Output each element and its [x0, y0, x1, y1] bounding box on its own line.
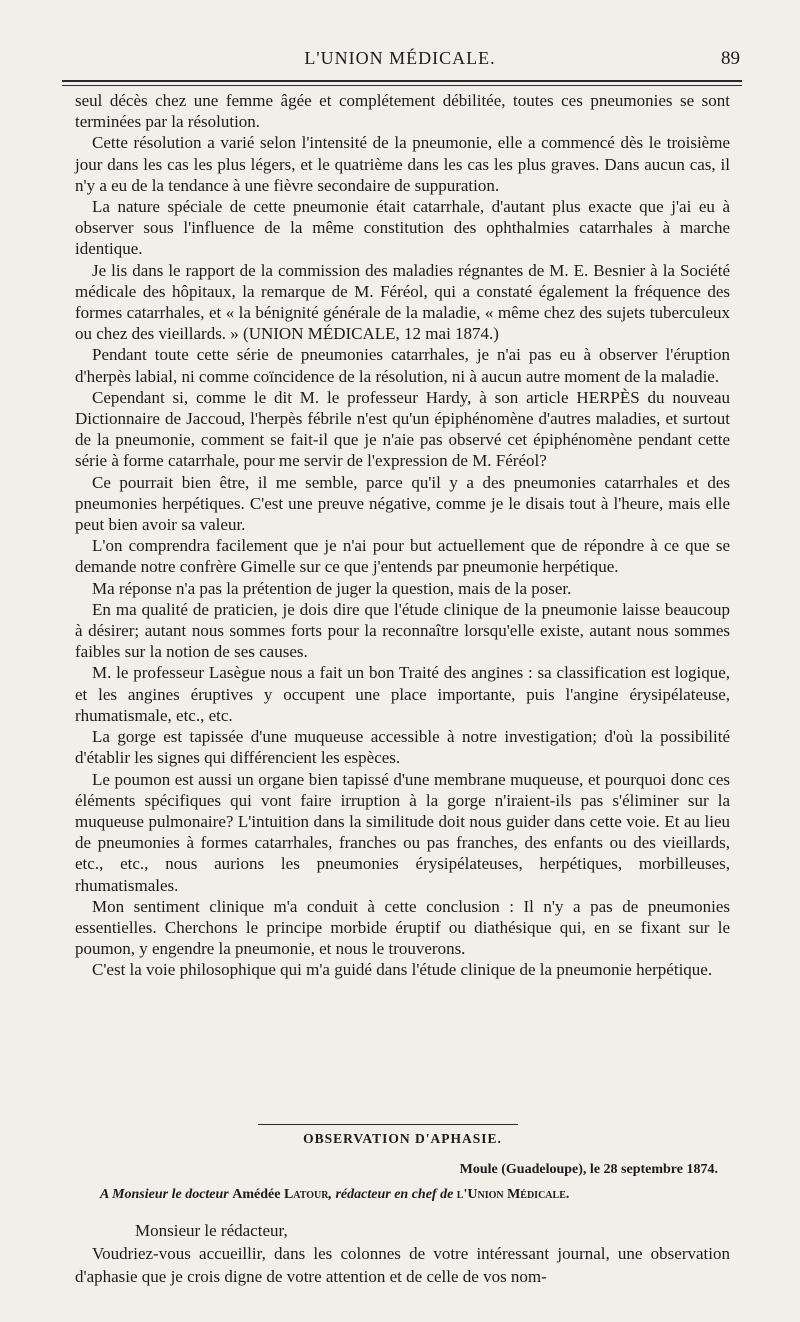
- dedication-name: Amédée: [232, 1187, 281, 1202]
- letter-opening: Voudriez-vous accueillir, dans les colonnes de votre intéressant journal, une observation d'aphasie que je crois digne de votre attention et de celle de vos nom-: [75, 1243, 730, 1286]
- paragraph: Ma réponse n'a pas la prétention de juger la question, mais de la poser.: [92, 578, 572, 598]
- page-number: 89: [721, 48, 740, 69]
- paragraph: Je lis dans le rapport de la commission des maladies régnantes de M. E. Besnier à la Société médicale des hôpitaux, la remarque de M. Féréol, qui a constaté également la fréquence des formes catarrhales, et « la bénignité générale de la maladie, « même chez des sujets tuberculeux ou chez des vieillards. » (UNION MÉDICALE, 12 mai 1874.): [75, 260, 730, 344]
- letter-salutation: Monsieur le rédacteur,: [135, 1221, 288, 1240]
- section-title: OBSERVATION D'APHASIE.: [303, 1131, 502, 1146]
- paragraph: La gorge est tapissée d'une muqueuse accessible à notre investigation; d'où la possibilité d'établir les signes qui différencient les espèces.: [75, 727, 730, 768]
- paragraph: Le poumon est aussi un organe bien tapissé d'une membrane muqueuse, et pourquoi donc ces éléments spécifiques qui vont faire irruption à la gorge n'iraient-ils pas s'éliminer sur la muqueuse pulmonaire? L'intuition dans la similitude doit nous guider dans cette voie. Et au lieu de pneumonies à formes catarrhales, franches ou pas franches, des enfants ou des vieillards, etc., etc., nous aurions les pneumonies érysipélateuses, herpétiques, morbilleuses, rhumatismales.: [75, 769, 730, 895]
- paragraph: En ma qualité de praticien, je dois dire que l'étude clinique de la pneumonie laisse beaucoup à désirer; autant nous sommes forts pour la reconnaître lorsqu'elle existe, autant nous sommes faibles sur la notion de ses causes.: [75, 599, 730, 662]
- dedication-role: , rédacteur en chef de: [328, 1187, 454, 1202]
- article-body: [75, 90, 730, 981]
- paragraph: seul décès chez une femme âgée et complétement débilitée, toutes ces pneumonies se sont terminées par la résolution.: [75, 91, 730, 132]
- dedication-journal: l'Union Médicale.: [456, 1187, 570, 1202]
- header-rule: [62, 80, 742, 86]
- paragraph: Cependant si, comme le dit M. le professeur Hardy, à son article HERPÈS du nouveau Dictionnaire de Jaccoud, l'herpès fébrile n'est qu'un épiphénomène d'autres maladies, et surtout de la pneumonie, comment se fait-il que je n'aie pas observé cet épiphénomène pendant cette série à forme catarrhale, pour me servir de l'expression de M. Féréol?: [75, 387, 730, 471]
- paragraph: Pendant toute cette série de pneumonies catarrhales, je n'ai pas eu à observer l'éruption d'herpès labial, ni comme coïncidence de la résolution, ni à aucun autre moment de la maladie.: [75, 345, 730, 386]
- paragraph: C'est la voie philosophique qui m'a guidé dans l'étude clinique de la pneumonie herpétique.: [92, 960, 713, 980]
- paragraph: Ce pourrait bien être, il me semble, parce qu'il y a des pneumonies catarrhales et des pneumonies herpétiques. C'est une preuve négative, comme je le disais tout à l'heure, mais elle peut bien avoir sa valeur.: [75, 472, 730, 535]
- paragraph: M. le professeur Lasègue nous a fait un bon Traité des angines : sa classification est logique, et les angines éruptives y occupent une place importante, puis l'angine érysipélateuse, rhumatismale, etc., etc.: [75, 663, 730, 725]
- paragraph: La nature spéciale de cette pneumonie était catarrhale, d'autant plus exacte que j'ai eu à observer sous l'influence de la même constitution des ophthalmies catarrhales à marche identique.: [75, 197, 730, 259]
- paragraph: Mon sentiment clinique m'a conduit à cette conclusion : Il n'y a pas de pneumonies essentielles. Cherchons le principe morbide éruptif ou diathésique qui, en se fixant sur le poumon, y engendre la pneumonie, et nous le trouverons.: [75, 896, 730, 959]
- section-divider: [258, 1124, 518, 1125]
- letter-body: [75, 1220, 730, 1288]
- running-head: [60, 48, 740, 76]
- dedication-surname: Latour: [283, 1187, 329, 1202]
- letter-dateline: Moule (Guadeloupe), le 28 septembre 1874.: [459, 1162, 718, 1177]
- paragraph: L'on comprendra facilement que je n'ai pour but actuellement que de répondre à ce que se demande notre confrère Gimelle sur ce que j'entends par pneumonie herpétique.: [75, 536, 730, 577]
- dedication-prefix: A Monsieur le docteur: [100, 1187, 229, 1202]
- paragraph: Cette résolution a varié selon l'intensité de la pneumonie, elle a commencé dès le troisième jour dans les cas les plus légers, et le quatrième dans les cas les plus graves. Dans aucun cas, il n'y a eu de la tendance à une fièvre secondaire de suppuration.: [75, 133, 730, 195]
- running-title: L'UNION MÉDICALE.: [304, 48, 496, 68]
- letter-dedication: [100, 1187, 569, 1203]
